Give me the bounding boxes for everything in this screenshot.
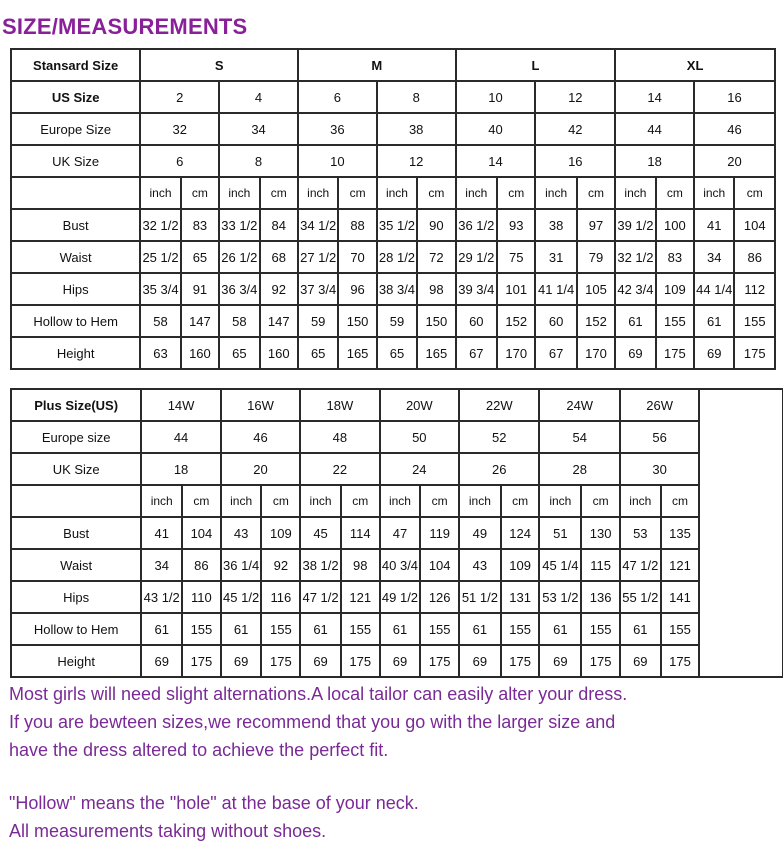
europe-size-value: 32: [140, 113, 219, 145]
measurement-value: 88: [338, 209, 376, 241]
plus-size-value: 22W: [459, 389, 539, 421]
measurement-value: 104: [182, 517, 221, 549]
measurement-value: 115: [581, 549, 620, 581]
note-line: have the dress altered to achieve the perfect fit.: [9, 740, 389, 760]
measurement-value: 60: [456, 305, 497, 337]
unit-inch: inch: [694, 177, 734, 209]
measurement-value: 92: [261, 549, 300, 581]
measurement-value: 61: [615, 305, 655, 337]
measurement-value: 130: [581, 517, 620, 549]
measurement-value: 175: [501, 645, 540, 677]
measurement-value: 152: [497, 305, 535, 337]
plus-size-value: 14W: [141, 389, 220, 421]
measurement-value: 29 1/2: [456, 241, 497, 273]
measurement-value: 25 1/2: [140, 241, 180, 273]
measurement-value: 45 1/2: [221, 581, 262, 613]
measurement-value: 32 1/2: [140, 209, 180, 241]
measurement-value: 39 1/2: [615, 209, 655, 241]
measurement-value: 175: [581, 645, 620, 677]
unit-cm: cm: [417, 177, 455, 209]
measurement-value: 34: [694, 241, 734, 273]
measurement-value: 61: [620, 613, 661, 645]
measurement-value: 68: [260, 241, 298, 273]
unit-cm: cm: [420, 485, 459, 517]
unit-inch: inch: [221, 485, 262, 517]
measurement-value: 155: [420, 613, 459, 645]
measurement-value: 58: [219, 305, 259, 337]
measurement-value: 155: [182, 613, 221, 645]
measurement-value: 155: [734, 305, 775, 337]
us-size-value: 14: [615, 81, 694, 113]
uk-size-row: [11, 145, 775, 177]
plus-uk-size-value: 24: [380, 453, 459, 485]
measurement-value: 63: [140, 337, 180, 369]
unit-cm: cm: [260, 177, 298, 209]
measurement-value: 47 1/2: [620, 549, 661, 581]
measurement-value: 104: [734, 209, 775, 241]
measurement-value: 35 3/4: [140, 273, 180, 305]
europe-size-label: Europe Size: [11, 113, 140, 145]
europe-size-value: 36: [298, 113, 377, 145]
measurement-value: 96: [338, 273, 376, 305]
measurement-value: 109: [501, 549, 540, 581]
measurement-value: 61: [459, 613, 501, 645]
measurement-value: 131: [501, 581, 540, 613]
empty-filler-cell: [699, 389, 783, 677]
measurement-value: 47: [380, 517, 421, 549]
measurement-value: 155: [341, 613, 380, 645]
uk-size-value: 16: [535, 145, 615, 177]
europe-size-value: 40: [456, 113, 536, 145]
measurement-value: 98: [341, 549, 380, 581]
size-group-xl: XL: [615, 49, 775, 81]
measurement-row: [11, 209, 775, 241]
measurement-value: 175: [182, 645, 221, 677]
measurement-value: 38 1/2: [300, 549, 341, 581]
measurement-value: 100: [656, 209, 694, 241]
measurement-value: 28 1/2: [377, 241, 417, 273]
plus-europe-size-value: 48: [300, 421, 379, 453]
measurement-value: 37 3/4: [298, 273, 338, 305]
plus-measurement-row: [11, 581, 783, 613]
measurement-value: 155: [261, 613, 300, 645]
measurement-value: 155: [581, 613, 620, 645]
us-size-row: [11, 81, 775, 113]
measurement-value: 147: [181, 305, 219, 337]
measurement-value: 124: [501, 517, 540, 549]
measurement-value: 93: [497, 209, 535, 241]
uk-size-value: 10: [298, 145, 377, 177]
measurement-value: 69: [539, 645, 581, 677]
note-line: If you are bewteen sizes,we recommend that you go with the larger size and: [9, 712, 616, 732]
measurement-value: 61: [539, 613, 581, 645]
measurement-value: 160: [260, 337, 298, 369]
measurement-value: 119: [420, 517, 459, 549]
uk-size-value: 14: [456, 145, 536, 177]
measurement-value: 69: [694, 337, 734, 369]
measurement-value: 67: [456, 337, 497, 369]
measurement-value: 86: [182, 549, 221, 581]
measurement-value: 53: [620, 517, 661, 549]
us-size-value: 10: [456, 81, 536, 113]
measurement-value: 109: [261, 517, 300, 549]
plus-header-row: [11, 389, 783, 421]
measurement-value: 98: [417, 273, 455, 305]
us-size-value: 12: [535, 81, 615, 113]
units-label-blank: [11, 485, 141, 517]
measurement-value: 150: [417, 305, 455, 337]
unit-inch: inch: [298, 177, 338, 209]
plus-europe-size-value: 56: [620, 421, 699, 453]
unit-cm: cm: [656, 177, 694, 209]
measurement-value: 36 3/4: [219, 273, 259, 305]
measurement-value: 59: [298, 305, 338, 337]
plus-europe-size-row: [11, 421, 783, 453]
size-group-l: L: [456, 49, 616, 81]
plus-uk-size-label: UK Size: [11, 453, 141, 485]
measurement-value: 31: [535, 241, 576, 273]
measurement-value: 79: [577, 241, 615, 273]
measurement-value: 69: [459, 645, 501, 677]
measurement-value: 44 1/4: [694, 273, 734, 305]
measurement-value: 175: [341, 645, 380, 677]
measurement-label: Waist: [11, 241, 140, 273]
measurement-value: 38: [535, 209, 576, 241]
us-size-value: 16: [694, 81, 775, 113]
measurement-value: 150: [338, 305, 376, 337]
us-size-value: 8: [377, 81, 456, 113]
measurement-value: 170: [497, 337, 535, 369]
measurement-value: 53 1/2: [539, 581, 581, 613]
measurement-label: Hips: [11, 581, 141, 613]
measurement-value: 105: [577, 273, 615, 305]
plus-europe-size-value: 50: [380, 421, 459, 453]
measurement-value: 152: [577, 305, 615, 337]
measurement-value: 39 3/4: [456, 273, 497, 305]
page-title: SIZE/MEASUREMENTS: [2, 14, 248, 39]
measurement-label: Waist: [11, 549, 141, 581]
unit-cm: cm: [577, 177, 615, 209]
measurement-value: 43: [459, 549, 501, 581]
uk-size-value: 6: [140, 145, 219, 177]
unit-inch: inch: [459, 485, 501, 517]
uk-size-value: 20: [694, 145, 775, 177]
measurement-value: 170: [577, 337, 615, 369]
measurement-label: Bust: [11, 209, 140, 241]
plus-uk-size-value: 26: [459, 453, 539, 485]
europe-size-value: 42: [535, 113, 615, 145]
plus-size-value: 26W: [620, 389, 699, 421]
plus-europe-size-value: 46: [221, 421, 300, 453]
plus-measurement-row: [11, 517, 783, 549]
measurement-row: [11, 273, 775, 305]
plus-uk-size-value: 28: [539, 453, 619, 485]
measurement-value: 91: [181, 273, 219, 305]
measurement-value: 141: [661, 581, 700, 613]
measurement-value: 61: [380, 613, 421, 645]
measurement-value: 101: [497, 273, 535, 305]
measurement-value: 58: [140, 305, 180, 337]
measurement-value: 65: [181, 241, 219, 273]
measurement-value: 40 3/4: [380, 549, 421, 581]
measurement-label: Height: [11, 337, 140, 369]
unit-inch: inch: [620, 485, 661, 517]
measurement-value: 75: [497, 241, 535, 273]
note-line: Most girls will need slight alternations.A local tailor can easily alter your dress.: [9, 684, 628, 704]
measurement-value: 61: [694, 305, 734, 337]
measurement-label: Hips: [11, 273, 140, 305]
measurement-value: 41 1/4: [535, 273, 576, 305]
size-group-s: S: [140, 49, 298, 81]
plus-europe-size-value: 52: [459, 421, 539, 453]
unit-cm: cm: [497, 177, 535, 209]
plus-measurement-row: [11, 549, 783, 581]
unit-inch: inch: [377, 177, 417, 209]
measurement-value: 155: [656, 305, 694, 337]
measurement-value: 49: [459, 517, 501, 549]
measurement-value: 70: [338, 241, 376, 273]
unit-cm: cm: [581, 485, 620, 517]
unit-inch: inch: [456, 177, 497, 209]
plus-size-value: 16W: [221, 389, 300, 421]
note-line: "Hollow" means the "hole" at the base of your neck.: [9, 793, 419, 813]
measurement-value: 121: [661, 549, 700, 581]
measurement-value: 43: [221, 517, 262, 549]
measurement-value: 136: [581, 581, 620, 613]
measurement-value: 34: [141, 549, 182, 581]
unit-cm: cm: [338, 177, 376, 209]
measurement-value: 175: [661, 645, 700, 677]
measurement-value: 51 1/2: [459, 581, 501, 613]
measurement-value: 38 3/4: [377, 273, 417, 305]
measurement-value: 109: [656, 273, 694, 305]
measurement-label: Bust: [11, 517, 141, 549]
plus-europe-size-label: Europe size: [11, 421, 141, 453]
units-label-blank: [11, 177, 140, 209]
measurement-value: 59: [377, 305, 417, 337]
measurement-value: 55 1/2: [620, 581, 661, 613]
measurement-value: 32 1/2: [615, 241, 655, 273]
measurement-value: 69: [141, 645, 182, 677]
measurement-value: 147: [260, 305, 298, 337]
us-size-value: 2: [140, 81, 219, 113]
us-size-value: 4: [219, 81, 298, 113]
measurement-value: 27 1/2: [298, 241, 338, 273]
measurement-value: 69: [300, 645, 341, 677]
measurement-value: 51: [539, 517, 581, 549]
measurement-value: 165: [338, 337, 376, 369]
europe-size-value: 46: [694, 113, 775, 145]
measurement-value: 126: [420, 581, 459, 613]
measurement-value: 104: [420, 549, 459, 581]
measurement-value: 175: [261, 645, 300, 677]
measurement-value: 67: [535, 337, 576, 369]
uk-size-label: UK Size: [11, 145, 140, 177]
measurement-value: 61: [141, 613, 182, 645]
measurement-value: 72: [417, 241, 455, 273]
measurement-value: 41: [694, 209, 734, 241]
size-group-m: M: [298, 49, 456, 81]
europe-size-value: 38: [377, 113, 456, 145]
measurement-value: 84: [260, 209, 298, 241]
measurement-value: 47 1/2: [300, 581, 341, 613]
measurement-value: 69: [620, 645, 661, 677]
plus-uk-size-value: 22: [300, 453, 379, 485]
measurement-value: 86: [734, 241, 775, 273]
measurement-value: 135: [661, 517, 700, 549]
measurement-value: 155: [661, 613, 700, 645]
table-header-row: [11, 49, 775, 81]
measurement-value: 26 1/2: [219, 241, 259, 273]
measurement-value: 69: [615, 337, 655, 369]
measurement-value: 61: [221, 613, 262, 645]
measurement-value: 65: [219, 337, 259, 369]
measurement-value: 121: [341, 581, 380, 613]
measurement-value: 35 1/2: [377, 209, 417, 241]
measurement-value: 114: [341, 517, 380, 549]
standard-size-label: Stansard Size: [11, 49, 140, 81]
plus-size-value: 18W: [300, 389, 379, 421]
europe-size-row: [11, 113, 775, 145]
measurement-value: 36 1/4: [221, 549, 262, 581]
measurement-label: Height: [11, 645, 141, 677]
uk-size-value: 8: [219, 145, 298, 177]
plus-size-chart: [10, 388, 783, 678]
plus-measurement-row: [11, 613, 783, 645]
sizing-notes: [9, 680, 627, 764]
unit-cm: cm: [181, 177, 219, 209]
plus-measurement-row: [11, 645, 783, 677]
measurement-label: Hollow to Hem: [11, 305, 140, 337]
measurement-value: 69: [380, 645, 421, 677]
plus-uk-size-value: 30: [620, 453, 699, 485]
measurement-value: 83: [656, 241, 694, 273]
measurement-row: [11, 337, 775, 369]
unit-inch: inch: [300, 485, 341, 517]
measurement-value: 33 1/2: [219, 209, 259, 241]
units-row: [11, 177, 775, 209]
measurement-row: [11, 241, 775, 273]
measurement-value: 160: [181, 337, 219, 369]
measurement-notes: [9, 789, 419, 845]
measurement-value: 165: [417, 337, 455, 369]
note-line: All measurements taking without shoes.: [9, 821, 327, 841]
unit-cm: cm: [182, 485, 221, 517]
unit-inch: inch: [615, 177, 655, 209]
plus-europe-size-value: 54: [539, 421, 619, 453]
measurement-value: 43 1/2: [141, 581, 182, 613]
unit-cm: cm: [341, 485, 380, 517]
measurement-value: 60: [535, 305, 576, 337]
unit-inch: inch: [219, 177, 259, 209]
measurement-label: Hollow to Hem: [11, 613, 141, 645]
plus-size-value: 24W: [539, 389, 619, 421]
measurement-value: 175: [420, 645, 459, 677]
measurement-value: 110: [182, 581, 221, 613]
unit-cm: cm: [501, 485, 540, 517]
measurement-value: 112: [734, 273, 775, 305]
measurement-value: 97: [577, 209, 615, 241]
measurement-value: 49 1/2: [380, 581, 421, 613]
europe-size-value: 44: [615, 113, 694, 145]
measurement-value: 61: [300, 613, 341, 645]
measurement-value: 65: [377, 337, 417, 369]
measurement-value: 41: [141, 517, 182, 549]
europe-size-value: 34: [219, 113, 298, 145]
measurement-value: 92: [260, 273, 298, 305]
standard-size-chart: [10, 48, 776, 370]
measurement-value: 65: [298, 337, 338, 369]
unit-cm: cm: [261, 485, 300, 517]
unit-cm: cm: [661, 485, 700, 517]
unit-inch: inch: [535, 177, 576, 209]
plus-europe-size-value: 44: [141, 421, 220, 453]
measurement-value: 155: [501, 613, 540, 645]
measurement-row: [11, 305, 775, 337]
plus-size-value: 20W: [380, 389, 459, 421]
measurement-value: 45 1/4: [539, 549, 581, 581]
measurement-value: 34 1/2: [298, 209, 338, 241]
plus-uk-size-value: 20: [221, 453, 300, 485]
uk-size-value: 12: [377, 145, 456, 177]
measurement-value: 45: [300, 517, 341, 549]
plus-size-label: Plus Size(US): [11, 389, 141, 421]
measurement-value: 36 1/2: [456, 209, 497, 241]
measurement-value: 42 3/4: [615, 273, 655, 305]
measurement-value: 90: [417, 209, 455, 241]
measurement-value: 83: [181, 209, 219, 241]
measurement-value: 175: [734, 337, 775, 369]
measurement-value: 69: [221, 645, 262, 677]
unit-cm: cm: [734, 177, 775, 209]
us-size-label: US Size: [11, 81, 140, 113]
uk-size-value: 18: [615, 145, 694, 177]
plus-units-row: [11, 485, 783, 517]
plus-uk-size-value: 18: [141, 453, 220, 485]
us-size-value: 6: [298, 81, 377, 113]
unit-inch: inch: [141, 485, 182, 517]
plus-uk-size-row: [11, 453, 783, 485]
unit-inch: inch: [539, 485, 581, 517]
unit-inch: inch: [380, 485, 421, 517]
measurement-value: 175: [656, 337, 694, 369]
measurement-value: 116: [261, 581, 300, 613]
unit-inch: inch: [140, 177, 180, 209]
